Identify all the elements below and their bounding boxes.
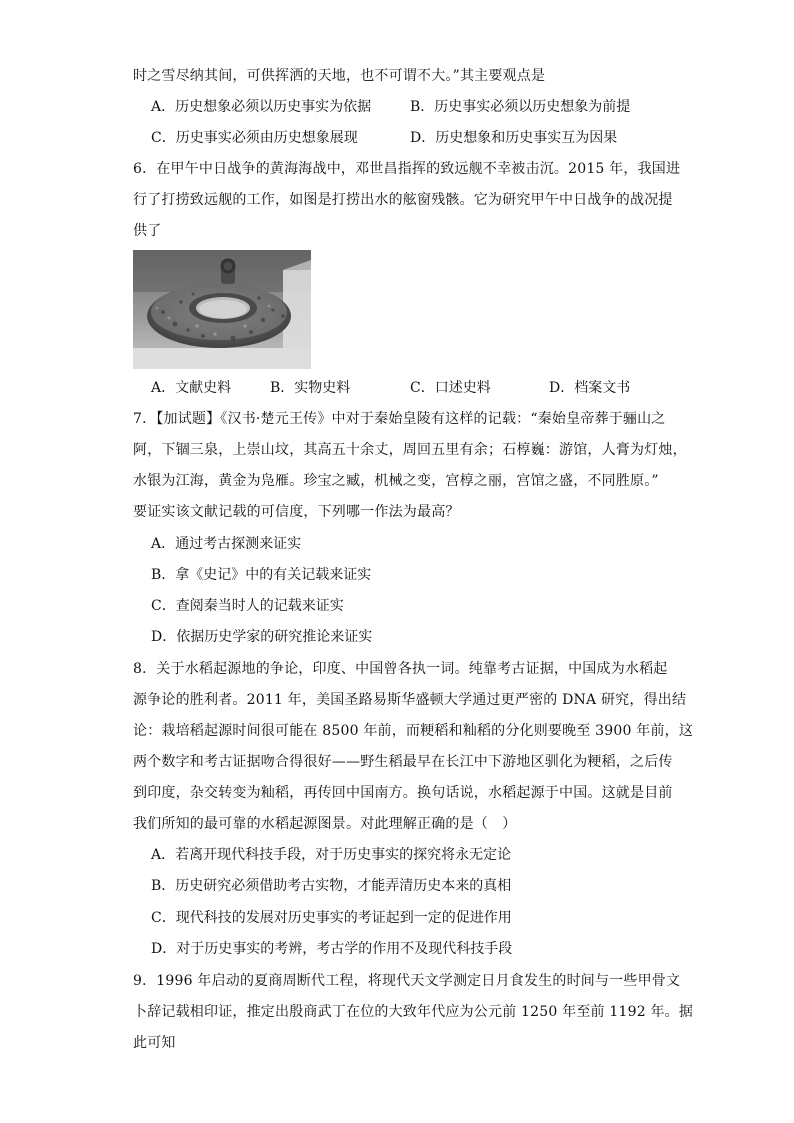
- q7-line-3: 水银为江海，黄金为凫雁。珍宝之臧，机械之变，宫椁之丽，宫馆之盛，不同胜原。”: [133, 473, 659, 489]
- q6-option-d: D．档案文书: [549, 380, 631, 396]
- q8-line-4: 两个数字和考古证据吻合得很好——野生稻最早在长江中下游地区驯化为粳稻，之后传: [133, 754, 673, 770]
- q8-line-3: 论：栽培稻起源时间很可能在 8500 年前，而粳稻和籼稻的分化则要晚至 3900 年前，这: [133, 723, 694, 739]
- q6-line-3: 供了: [133, 223, 162, 239]
- q6-option-b: B．实物史料: [270, 380, 351, 396]
- q6-option-a: A．文献史料: [151, 380, 232, 396]
- q9-line-1: 9．1996 年启动的夏商周断代工程，将现代天文学测定日月食发生的时间与一些甲骨文: [133, 973, 681, 989]
- q5-continuation: 时之雪尽纳其间，可供挥洒的天地，也不可谓不大。”其主要观点是: [133, 68, 546, 84]
- q9-line-3: 此可知: [133, 1035, 176, 1051]
- q5-option-c: C．历史事实必须由历史想象展现: [151, 130, 358, 146]
- q7-option-a: A．通过考古探测来证实: [151, 536, 302, 552]
- q7-line-4: 要证实该文献记载的可信度，下列哪一作法为最高？: [133, 504, 460, 520]
- q6-line-2: 行了打捞致远舰的工作，如图是打捞出水的舷窗残骸。它为研究甲午中日战争的战况提: [133, 192, 673, 208]
- q5-option-a: A．历史想象必须以历史事实为依据: [151, 99, 372, 115]
- q8-line-2: 源争论的胜利者。2011 年，美国圣路易斯华盛顿大学通过更严密的 DNA 研究，得出结: [133, 692, 687, 708]
- q8-option-b: B．历史研究必须借助考古实物，才能弄清历史本来的真相: [151, 878, 512, 894]
- q5-option-b: B．历史事实必须以历史想象为前提: [410, 99, 631, 115]
- q9-line-2: 卜辞记载相印证，推定出殷商武丁在位的大致年代应为公元前 1250 年至前 1192 年。据: [133, 1004, 694, 1020]
- q8-option-c: C．现代科技的发展对历史事实的考证起到一定的促进作用: [151, 910, 512, 926]
- q8-option-a: A．若离开现代科技手段，对于历史事实的探究将永无定论: [151, 847, 512, 863]
- q8-line-1: 8．关于水稻起源地的争论，印度、中国曾各执一词。纯靠考古证据，中国成为水稻起: [133, 661, 668, 677]
- q7-option-c: C．查阅秦当时人的记载来证实: [151, 598, 344, 614]
- q7-line-2: 阿，下锢三泉，上崇山坟，其高五十余丈，周回五里有余；石椁巍：游馆，人膏为灯烛，: [133, 442, 687, 458]
- q8-line-5: 到印度，杂交转变为籼稻，再传回中国南方。换句话说，水稻起源于中国。这就是目前: [133, 785, 673, 801]
- q6-option-c: C．口述史料: [410, 380, 491, 396]
- q6-line-1: 6．在甲午中日战争的黄海海战中，邓世昌指挥的致远舰不幸被击沉。2015 年，我国进: [133, 161, 681, 177]
- q5-option-d: D．历史想象和历史事实互为因果: [410, 130, 618, 146]
- porthole-wreckage-photo: [133, 250, 311, 369]
- q7-option-b: B．拿《史记》中的有关记载来证实: [151, 567, 372, 583]
- q8-option-d: D．对于历史事实的考辨，考古学的作用不及现代科技手段: [151, 941, 513, 957]
- q8-line-6: 我们所知的最可靠的水稻起源图景。对此理解正确的是（ ）: [133, 816, 517, 832]
- q7-line-1: 7．【加试题】《汉书·楚元王传》中对于秦始皇陵有这样的记载：“秦始皇帝葬于骊山之: [133, 411, 666, 427]
- q7-option-d: D．依据历史学家的研究推论来证实: [151, 629, 373, 645]
